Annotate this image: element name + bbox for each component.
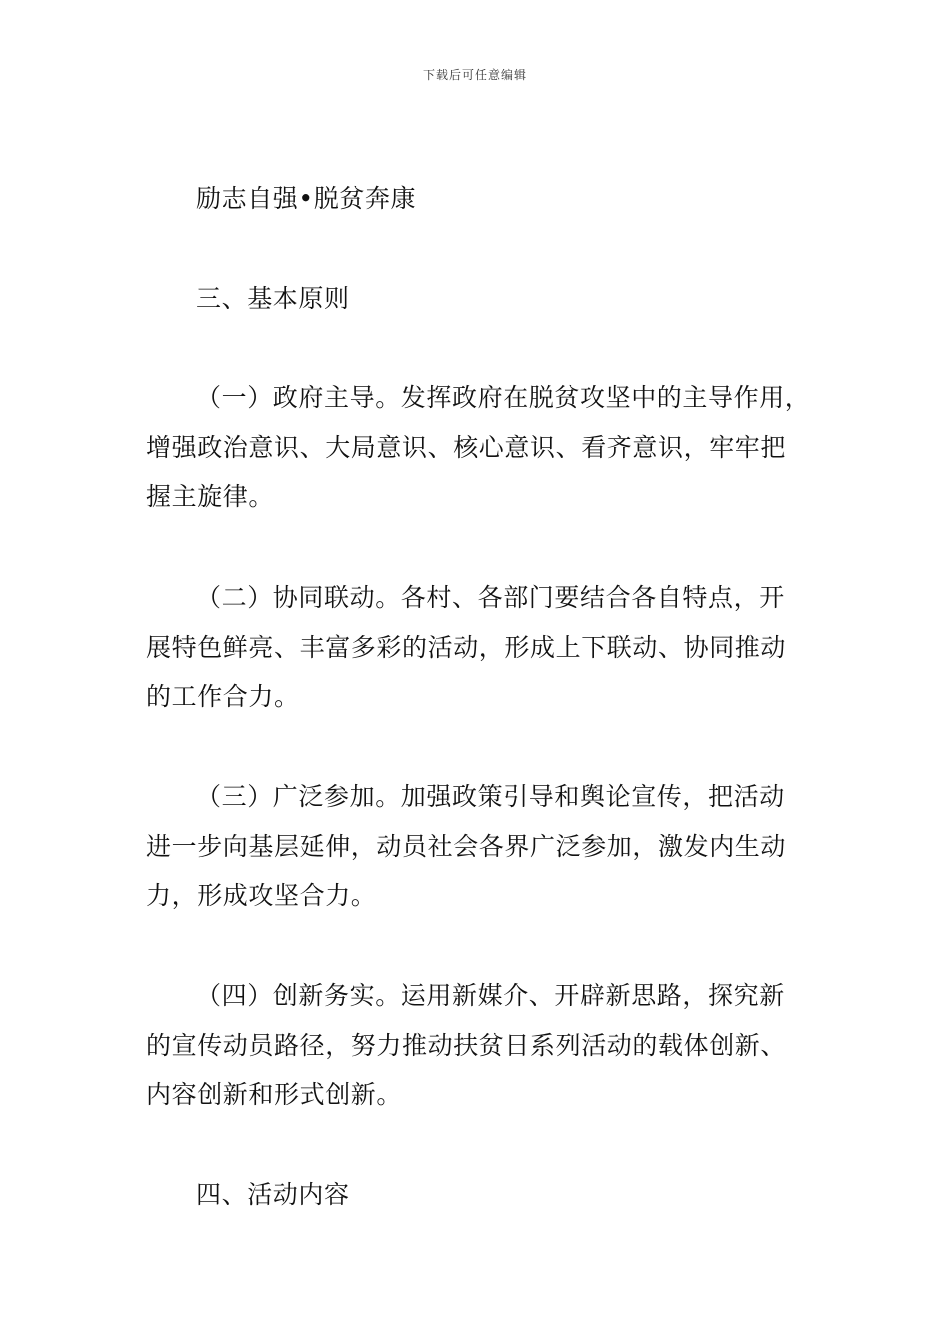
paragraph-line: （一）政府主导。发挥政府在脱贫攻坚中的主导作用， <box>196 383 811 412</box>
paragraph-line: 进一步向基层延伸，动员社会各界广泛参加，激发内生动 <box>146 832 787 861</box>
paragraph-line: 的宣传动员路径，努力推动扶贫日系列活动的载体创新、 <box>146 1031 787 1060</box>
paragraph-line: 的工作合力。 <box>146 682 300 711</box>
paragraph-line: 增强政治意识、大局意识、核心意识、看齐意识，牢牢把 <box>146 433 787 462</box>
paragraph-line: 握主旋律。 <box>146 482 275 511</box>
section-heading: 三、基本原则 <box>196 284 350 313</box>
paragraph-line: 内容创新和形式创新。 <box>146 1080 403 1109</box>
paragraph-line: 展特色鲜亮、丰富多彩的活动，形成上下联动、协同推动 <box>146 633 787 662</box>
paragraph-line: （四）创新务实。运用新媒介、开辟新思路，探究新 <box>196 981 785 1010</box>
paragraph-line: （三）广泛参加。加强政策引导和舆论宣传，把活动 <box>196 782 785 811</box>
paragraph-line: 力，形成攻坚合力。 <box>146 881 377 910</box>
section-heading: 四、活动内容 <box>196 1180 350 1209</box>
paragraph-line: （二）协同联动。各村、各部门要结合各自特点，开 <box>196 583 785 612</box>
page-header-note: 下载后可任意编辑 <box>422 68 527 82</box>
slogan-line: 励志自强•脱贫奔康 <box>196 184 417 213</box>
